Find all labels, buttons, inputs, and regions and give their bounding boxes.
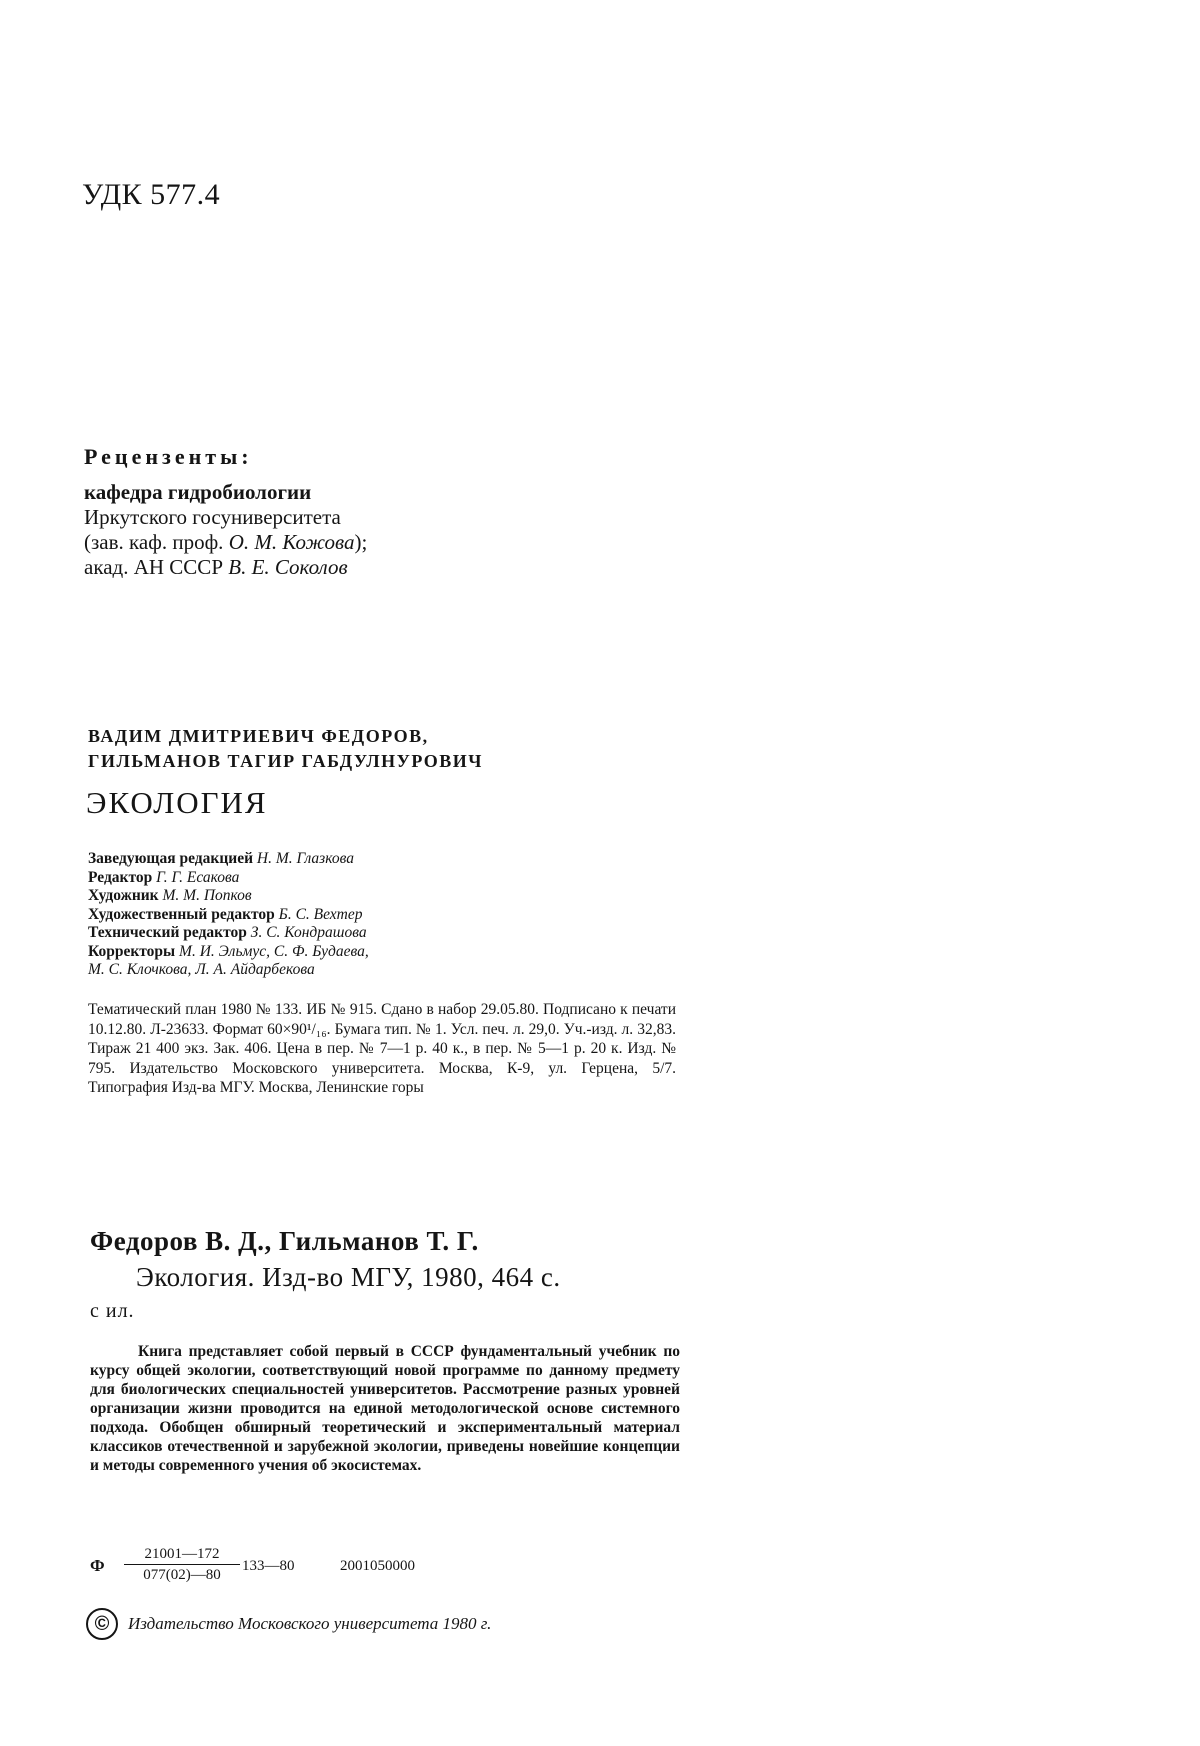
copyright-icon: © (86, 1608, 118, 1640)
staff-line (88, 869, 369, 888)
author-fedorov: ВАДИМ ДМИТРИЕВИЧ ФЕДОРОВ, (88, 726, 429, 746)
reviewer-name-kozhova: О. М. Кожова (228, 530, 355, 554)
book-annotation: Книга представляет собой первый в СССР фундаментальный учебник по курсу общей экологии, соответствующий новой программе по данному предмету для биологических специальностей университетов. Рассмотрение разных уровней организации жизни проводится на единой методологической основе системного подхода. Обобщен обширный теоретический и экспериментальный материал классиков отечественной и зарубежной экологии, приведены новейшие концепции и методы современного учения об экосистемах. (90, 1343, 680, 1474)
staff-name: Б. С. Вехтер (278, 905, 363, 923)
citation-title-line: Экология. Изд-во МГУ, 1980, 464 с. (136, 1262, 561, 1292)
staff-line (88, 887, 369, 906)
reviewers-line-3-suffix: ); (354, 530, 368, 554)
citation-illustrations: с ил. (90, 1300, 135, 1322)
staff-role: Технический редактор (88, 924, 251, 941)
book-title: ЭКОЛОГИЯ (86, 785, 268, 820)
staff-line (88, 850, 369, 869)
index-code: 2001050000 (340, 1558, 415, 1574)
reviewers-line-4-prefix: акад. АН СССР (84, 555, 229, 579)
index-fraction (124, 1546, 240, 1584)
copyright-line (86, 1608, 491, 1640)
imprint-details: Тематический план 1980 № 133. ИБ № 915. Сдано в набор 29.05.80. Подписано к печати 10.12.80. Л-23633. Формат 60×90¹/₁₆. Бумага тип. № 1. Усл. печ. л. 29,0. Уч.-изд. л. 32,83. Тираж 21 400 экз. Зак. 406. Цена в пер. № 7—1 р. 40 к., в пер. № 5—1 р. 20 к. Изд. № 795. Издательство Московского университета. Москва, К-9, ул. Герцена, 5/7. Типография Изд-ва МГУ. Москва, Ленинские горы (88, 1001, 676, 1096)
reviewers-line-1: кафедра гидробиологии (84, 480, 312, 504)
reviewers-line-3-prefix: (зав. каф. проф. (84, 530, 229, 554)
author-gilmanov: ГИЛЬМАНОВ ТАГИР ГАБДУЛНУРОВИЧ (88, 751, 483, 771)
reviewers-line-3 (84, 530, 367, 555)
index-numerator: 21001—172 (124, 1546, 240, 1565)
staff-name: М. М. Попков (162, 887, 252, 904)
citation-authors: Федоров В. Д., Гильманов Т. Г. (90, 1226, 479, 1256)
staff-line (88, 906, 369, 925)
staff-role: Художник (88, 887, 163, 904)
staff-role: Заведующая редакцией (88, 850, 257, 867)
reviewers-list (84, 480, 367, 580)
reviewers-line-2: Иркутского госуниверситета (84, 505, 341, 529)
staff-role: Художественный редактор (88, 905, 279, 923)
staff-role: Корректоры (88, 942, 180, 960)
reviewers-line-4 (84, 555, 367, 580)
index-denominator: 077(02)—80 (143, 1567, 221, 1583)
staff-line (88, 943, 369, 962)
editorial-staff (88, 850, 369, 980)
reviewers-heading: Рецензенты: (84, 444, 253, 469)
copyright-text: Издательство Московского университета 1980 г. (128, 1614, 492, 1633)
index-tail: 133—80 (242, 1558, 295, 1574)
index-letter: Ф (90, 1556, 105, 1575)
staff-name: М. С. Клочкова, Л. А. Айдарбекова (88, 961, 315, 978)
reviewer-name-sokolov: В. Е. Соколов (228, 555, 348, 579)
staff-name: М. И. Эльмус, С. Ф. Будаева, (179, 942, 369, 960)
staff-line (88, 961, 369, 980)
staff-name: З. С. Кондрашова (250, 924, 367, 941)
staff-role: Редактор (88, 868, 157, 886)
staff-name: Н. М. Глазкова (256, 850, 354, 867)
staff-name: Г. Г. Есакова (156, 868, 240, 886)
authors-full-names (88, 724, 483, 774)
udk-code: УДК 577.4 (82, 178, 221, 211)
staff-line (88, 924, 369, 943)
